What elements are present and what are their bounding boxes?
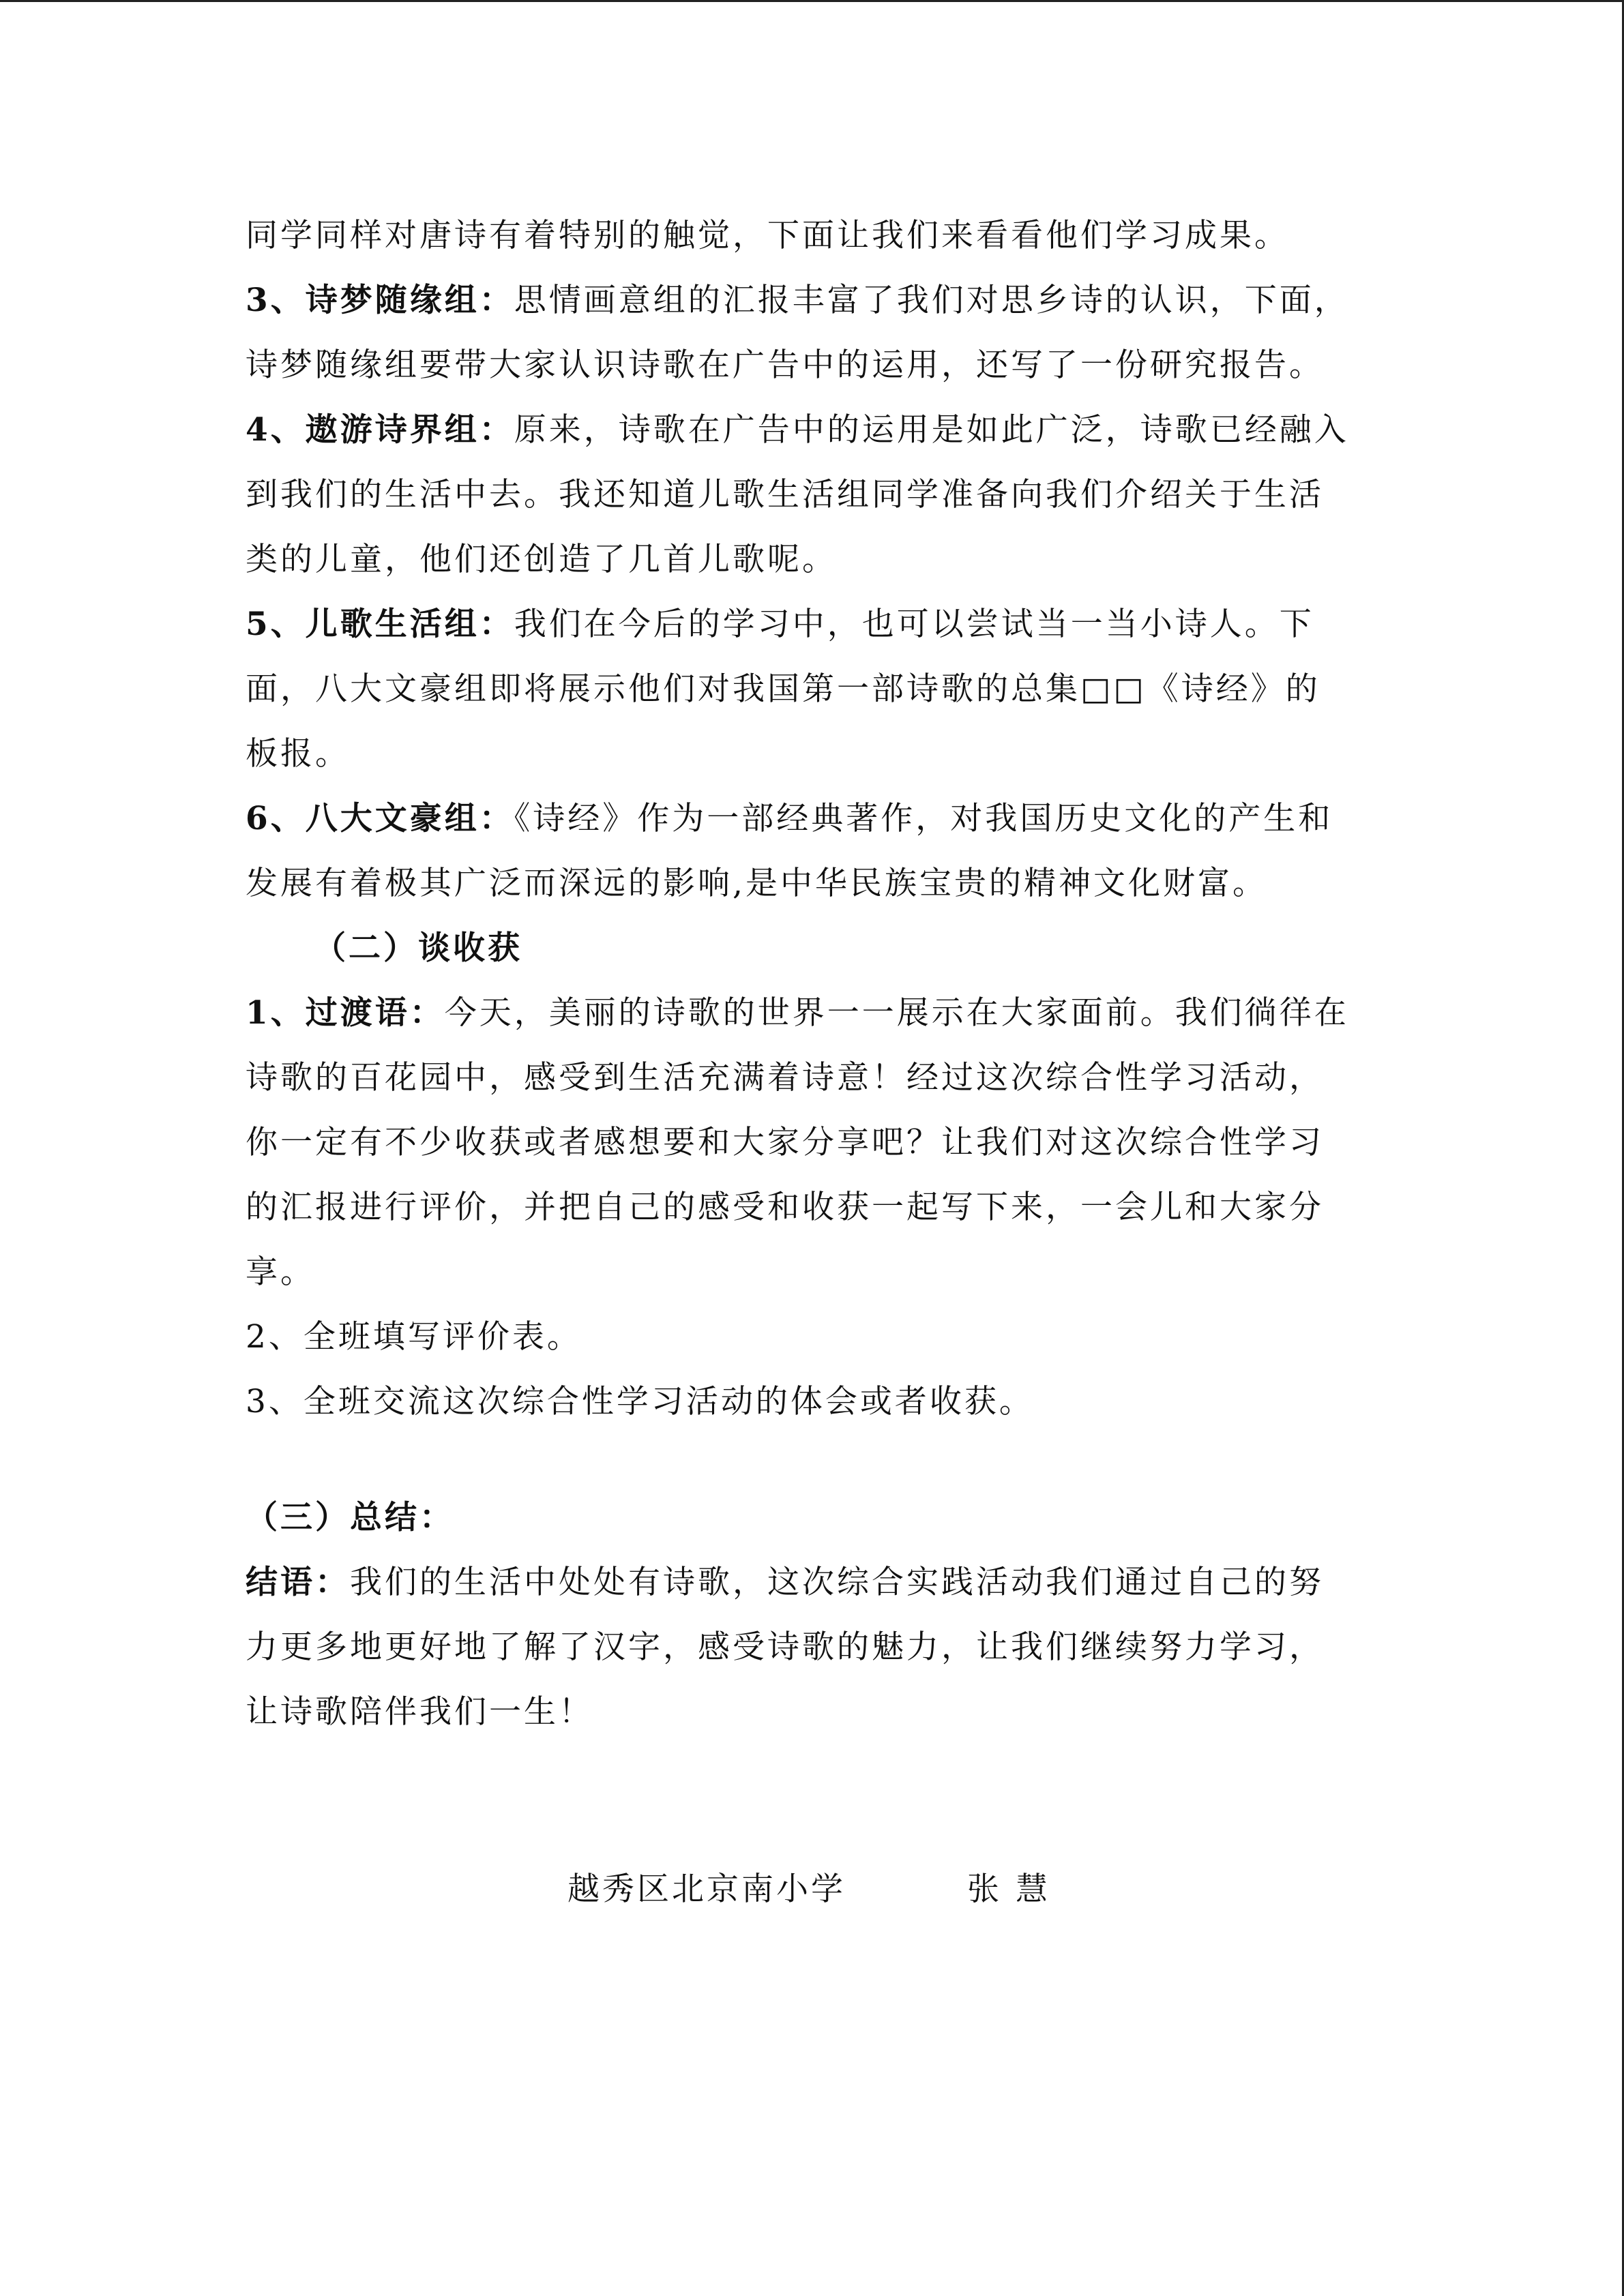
paragraph-line (246, 657, 1371, 721)
paragraph-line (246, 1550, 1371, 1615)
line-text: 同学同样对唐诗有着特别的触觉，下面让我们来看看他们学习成果。 (246, 217, 1289, 254)
paragraph-line (246, 203, 1371, 268)
paragraph-line (246, 721, 1371, 786)
paragraph-line (246, 268, 1371, 333)
author-name: 张慧 (967, 1870, 1064, 1908)
line-text: 你一定有不少收获或者感想要和大家分享吧？让我们对这次综合性学习 (246, 1124, 1324, 1161)
paragraph-line (246, 1045, 1371, 1110)
line-text: 今天，美丽的诗歌的世界一一展示在大家面前。我们徜徉在 (444, 994, 1349, 1032)
document-body (246, 203, 1371, 1744)
paragraph-line (246, 1615, 1371, 1680)
paragraph-line (246, 1240, 1371, 1304)
line-text: 发展有着极其广泛而深远的影响,是中华民族宝贵的精神文化财富。 (246, 865, 1267, 902)
line-text: 原来，诗歌在广告中的运用是如此广泛，诗歌已经融入 (514, 411, 1349, 449)
line-text: 2、全班填写评价表。 (246, 1318, 582, 1356)
line-text: 我们的生活中处处有诗歌，这次综合实践活动我们通过自己的努 (350, 1564, 1324, 1601)
group-label: 6、八大文豪组： (246, 800, 514, 837)
line-text: 《诗经》作为一部经典著作，对我国历史文化的产生和 (514, 800, 1333, 837)
paragraph-line (246, 527, 1371, 592)
paragraph-line (246, 1369, 1371, 1434)
paragraph-line (246, 1680, 1371, 1744)
group-label: 3、诗梦随缘组： (246, 282, 514, 319)
school-name: 越秀区北京南小学 (567, 1870, 846, 1908)
group-label: 5、儿歌生活组： (246, 606, 514, 643)
paragraph-spacer (246, 1434, 1371, 1485)
item-label: 结语： (246, 1564, 350, 1601)
paragraph-line (246, 1175, 1371, 1240)
paragraph-line (246, 462, 1371, 527)
line-text: 3、全班交流这次综合性学习活动的体会或者收获。 (246, 1383, 1034, 1420)
paragraph-line (246, 1110, 1371, 1175)
paragraph-line (246, 786, 1371, 851)
paragraph-line (246, 333, 1371, 398)
line-text: 力更多地更好地了解了汉字，感受诗歌的魅力，让我们继续努力学习， (246, 1628, 1324, 1666)
line-text: 我们在今后的学习中，也可以尝试当一当小诗人。下 (514, 606, 1314, 643)
line-text: 的汇报进行评价，并把自己的感受和收获一起写下来，一会儿和大家分 (246, 1189, 1324, 1226)
paragraph-line (246, 592, 1371, 657)
paragraph-line (246, 851, 1371, 916)
group-label: 4、遨游诗界组： (246, 411, 514, 449)
line-text: 诗梦随缘组要带大家认识诗歌在广告中的运用，还写了一份研究报告。 (246, 346, 1324, 384)
line-text: 诗歌的百花园中，感受到生活充满着诗意！经过这次综合性学习活动， (246, 1059, 1324, 1097)
line-text: 面，八大文豪组即将展示他们对我国第一部诗歌的总集□□《诗经》的 (246, 670, 1320, 708)
line-text: 思情画意组的汇报丰富了我们对思乡诗的认识，下面， (514, 282, 1349, 319)
line-text: 到我们的生活中去。我还知道儿歌生活组同学准备向我们介绍关于生活 (246, 476, 1324, 513)
paragraph-line (246, 1304, 1371, 1369)
paragraph-line (246, 398, 1371, 462)
line-text: 板报。 (246, 735, 350, 773)
line-text: 类的儿童，他们还创造了几首儿歌呢。 (246, 541, 837, 578)
line-text: 享。 (246, 1253, 315, 1291)
line-text: 让诗歌陪伴我们一生！ (246, 1693, 593, 1731)
paragraph-line (246, 981, 1371, 1045)
section-heading: （二）谈收获 (314, 929, 522, 967)
section-heading: （三）总结： (246, 1499, 454, 1536)
item-label: 1、过渡语： (246, 994, 445, 1032)
